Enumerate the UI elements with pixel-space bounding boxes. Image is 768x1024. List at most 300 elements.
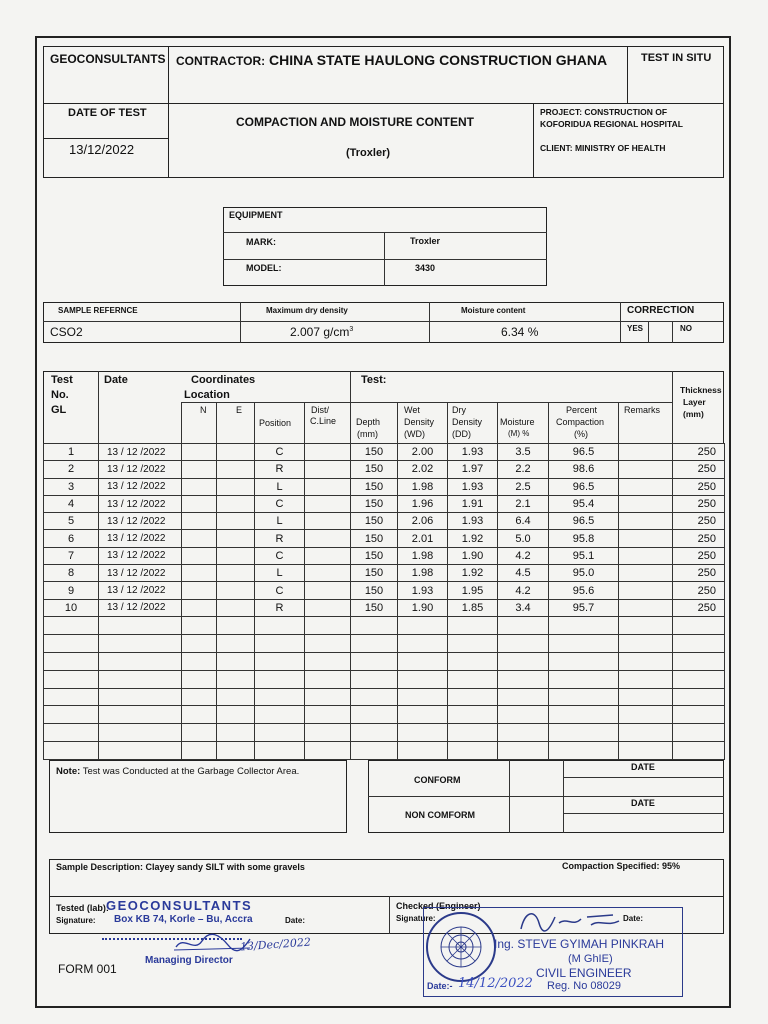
cell-empty (44, 652, 99, 670)
compaction-specified: Compaction Specified: 95% (562, 861, 681, 871)
cell-wd: 1.96 (398, 495, 448, 512)
cell-empty (498, 706, 549, 724)
cell-dd: 1.93 (448, 513, 498, 530)
cell-empty (398, 724, 448, 742)
cell-no: 6 (44, 530, 99, 547)
table-row (44, 616, 725, 634)
cell-empty (44, 634, 99, 652)
cell-empty (619, 565, 673, 582)
cell-thk: 250 (673, 582, 725, 599)
cell-pc: 95.4 (549, 495, 619, 512)
date-of-test-value: 13/12/2022 (69, 142, 135, 157)
cell-empty (182, 565, 217, 582)
cell-empty (673, 670, 725, 688)
cell-empty (619, 461, 673, 478)
cell-pc: 95.0 (549, 565, 619, 582)
cell-depth: 150 (351, 530, 398, 547)
cell-empty (448, 652, 498, 670)
cell-empty (217, 670, 255, 688)
sample-ref-value: CSO2 (50, 325, 83, 339)
cell-empty (619, 444, 673, 461)
table-row (44, 634, 725, 652)
col-date: Date (104, 374, 128, 386)
cell-wd: 2.02 (398, 461, 448, 478)
col-thickness-2: Layer (683, 397, 706, 407)
mdd-unit-sup: 3 (349, 326, 354, 333)
cell-thk: 250 (673, 565, 725, 582)
cell-pc: 96.5 (549, 444, 619, 461)
col-cline: C.Line (310, 416, 337, 426)
cell-empty (619, 599, 673, 616)
cell-empty (448, 616, 498, 634)
cell-pos: L (255, 478, 305, 495)
cell-empty (305, 461, 351, 478)
col-e: E (236, 405, 243, 415)
cell-empty (549, 652, 619, 670)
cell-wd: 1.98 (398, 547, 448, 564)
cell-empty (398, 688, 448, 706)
col-dd-1: Dry (452, 405, 466, 415)
cell-empty (351, 742, 398, 760)
engineer-date: 14/12/2022 (458, 976, 533, 991)
cell-empty (255, 724, 305, 742)
cell-empty (255, 652, 305, 670)
tested-date-label: Date: (285, 916, 306, 925)
cell-empty (182, 547, 217, 564)
cell-empty (351, 724, 398, 742)
cell-date: 13 / 12 /2022 (99, 513, 182, 530)
cell-dd: 1.93 (448, 478, 498, 495)
col-moisture-1: Moisture (500, 417, 535, 427)
table-row (44, 706, 725, 724)
cell-wd: 1.90 (398, 599, 448, 616)
cell-empty (182, 530, 217, 547)
cell-dd: 1.92 (448, 565, 498, 582)
table-row (44, 688, 725, 706)
cell-empty (305, 582, 351, 599)
engineer-title: CIVIL ENGINEER (536, 966, 632, 980)
sample-block (43, 302, 724, 343)
cell-empty (398, 670, 448, 688)
cell-empty (217, 652, 255, 670)
cell-m: 3.5 (498, 444, 549, 461)
contractor-name: CHINA STATE HAULONG CONSTRUCTION GHANA (269, 52, 608, 68)
cell-empty (99, 670, 182, 688)
equipment-label: EQUIPMENT (229, 210, 283, 220)
cell-empty (351, 616, 398, 634)
cell-pc: 95.8 (549, 530, 619, 547)
cell-empty (498, 724, 549, 742)
cell-empty (673, 634, 725, 652)
col-coordinates: Coordinates (191, 374, 256, 386)
cell-empty (305, 724, 351, 742)
cell-empty (182, 652, 217, 670)
table-row (44, 513, 725, 530)
cell-pos: R (255, 530, 305, 547)
cell-empty (398, 652, 448, 670)
col-thickness-3: (mm) (683, 409, 704, 419)
cell-empty (351, 706, 398, 724)
cell-pos: C (255, 444, 305, 461)
cell-empty (498, 652, 549, 670)
cell-empty (217, 688, 255, 706)
cell-empty (619, 478, 673, 495)
cell-pc: 96.5 (549, 478, 619, 495)
col-depth: Depth (356, 417, 381, 427)
cell-empty (549, 616, 619, 634)
cell-pc: 95.6 (549, 582, 619, 599)
cell-empty (217, 461, 255, 478)
cell-date: 13 / 12 /2022 (99, 582, 182, 599)
cell-empty (619, 634, 673, 652)
project-label: PROJECT: (540, 107, 583, 117)
cell-empty (182, 634, 217, 652)
cell-empty (99, 634, 182, 652)
cell-date: 13 / 12 /2022 (99, 547, 182, 564)
cell-dd: 1.93 (448, 444, 498, 461)
cell-empty (99, 742, 182, 760)
cell-empty (448, 688, 498, 706)
cell-empty (182, 495, 217, 512)
cell-date: 13 / 12 /2022 (99, 478, 182, 495)
cell-empty (44, 688, 99, 706)
col-gl: GL (51, 404, 67, 416)
cell-dd: 1.91 (448, 495, 498, 512)
cell-empty (182, 742, 217, 760)
cell-empty (305, 634, 351, 652)
col-location: Location (184, 389, 230, 401)
cell-empty (498, 742, 549, 760)
col-remarks: Remarks (624, 405, 661, 415)
cell-empty (673, 742, 725, 760)
mark-value: Troxler (410, 236, 441, 246)
cell-empty (398, 742, 448, 760)
cell-empty (305, 444, 351, 461)
engineer-membership: (M GhIE) (568, 953, 613, 965)
cell-depth: 150 (351, 478, 398, 495)
cell-empty (305, 688, 351, 706)
results-table (43, 443, 725, 760)
col-pc-1: Percent (566, 405, 598, 415)
mdd-value: 2.007 g/cm (290, 325, 350, 339)
cell-date: 13 / 12 /2022 (99, 530, 182, 547)
cell-empty (305, 652, 351, 670)
contractor-label: CONTRACTOR: (176, 54, 266, 68)
cell-m: 2.5 (498, 478, 549, 495)
cell-empty (448, 706, 498, 724)
col-test-header: Test: (361, 374, 387, 386)
cell-m: 4.2 (498, 547, 549, 564)
cell-m: 4.2 (498, 582, 549, 599)
col-test: Test (51, 374, 73, 386)
engineer-date-label: Date:- (427, 981, 453, 991)
form-number: FORM 001 (58, 962, 117, 976)
cell-empty (217, 444, 255, 461)
cell-empty (182, 444, 217, 461)
table-row (44, 530, 725, 547)
cell-empty (255, 670, 305, 688)
cell-date: 13 / 12 /2022 (99, 599, 182, 616)
cell-empty (182, 688, 217, 706)
col-pc-3: (%) (574, 429, 588, 439)
conform-date-label: DATE (631, 762, 655, 772)
cell-empty (498, 670, 549, 688)
cell-empty (351, 652, 398, 670)
cell-empty (217, 742, 255, 760)
cell-empty (673, 706, 725, 724)
col-position: Position (259, 418, 292, 428)
cell-wd: 2.06 (398, 513, 448, 530)
col-moisture-2: (M) % (508, 429, 530, 438)
col-no: No. (51, 389, 69, 401)
project-value-line2: KOFORIDUA REGIONAL HOSPITAL (540, 119, 683, 129)
cell-no: 8 (44, 565, 99, 582)
lab-stamp-address: Box KB 74, Korle – Bu, Accra (114, 914, 253, 925)
cell-no: 10 (44, 599, 99, 616)
cell-dd: 1.85 (448, 599, 498, 616)
cell-empty (217, 724, 255, 742)
cell-no: 1 (44, 444, 99, 461)
cell-empty (549, 634, 619, 652)
cell-pc: 95.1 (549, 547, 619, 564)
cell-empty (673, 688, 725, 706)
checked-date-label: Date: (623, 914, 644, 923)
date-of-test-label: DATE OF TEST (68, 107, 147, 119)
checked-label: Checked (Engineer) (396, 901, 481, 911)
cell-empty (217, 478, 255, 495)
cell-empty (549, 670, 619, 688)
tested-label: Tested (lab): (56, 903, 109, 913)
cell-empty (549, 742, 619, 760)
form-subtitle: (Troxler) (346, 147, 391, 159)
cell-empty (673, 616, 725, 634)
cell-wd: 1.93 (398, 582, 448, 599)
col-dd-3: (DD) (452, 429, 471, 439)
correction-label: CORRECTION (627, 305, 695, 316)
cell-empty (255, 616, 305, 634)
cell-empty (305, 530, 351, 547)
cell-pos: L (255, 565, 305, 582)
table-row (44, 547, 725, 564)
moisture-content-value: 6.34 % (501, 325, 539, 339)
conform-label: CONFORM (414, 775, 461, 785)
cell-thk: 250 (673, 478, 725, 495)
cell-empty (619, 742, 673, 760)
non-conform-label: NON COMFORM (405, 810, 475, 820)
cell-date: 13 / 12 /2022 (99, 461, 182, 478)
cell-empty (217, 513, 255, 530)
mark-label: MARK: (246, 237, 276, 247)
signature-label: Signature: (56, 916, 96, 925)
correction-no: NO (680, 324, 692, 333)
cell-depth: 150 (351, 495, 398, 512)
cell-pos: R (255, 599, 305, 616)
note-label: Note: (56, 766, 81, 777)
col-wd-2: Density (404, 417, 435, 427)
cell-empty (619, 495, 673, 512)
cell-empty (351, 670, 398, 688)
cell-pos: R (255, 461, 305, 478)
cell-empty (498, 616, 549, 634)
cell-m: 2.2 (498, 461, 549, 478)
cell-empty (217, 565, 255, 582)
cell-dd: 1.95 (448, 582, 498, 599)
cell-wd: 1.98 (398, 478, 448, 495)
cell-empty (217, 616, 255, 634)
cell-empty (182, 478, 217, 495)
cell-no: 5 (44, 513, 99, 530)
table-row (44, 461, 725, 478)
cell-empty (182, 582, 217, 599)
cell-empty (217, 582, 255, 599)
seal-web-icon (428, 914, 494, 980)
checked-signature-label: Signature: (396, 914, 436, 923)
col-depth-unit: (mm) (357, 429, 378, 439)
cell-empty (182, 461, 217, 478)
cell-empty (217, 634, 255, 652)
project-value: CONSTRUCTION OF (584, 107, 668, 117)
cell-empty (305, 565, 351, 582)
note-text: Test was Conducted at the Garbage Collector Area. (82, 766, 300, 777)
cell-empty (619, 724, 673, 742)
cell-empty (217, 495, 255, 512)
engineer-signature (515, 905, 625, 935)
cell-empty (619, 616, 673, 634)
cell-no: 9 (44, 582, 99, 599)
model-label: MODEL: (246, 263, 282, 273)
cell-m: 3.4 (498, 599, 549, 616)
cell-empty (398, 634, 448, 652)
cell-empty (44, 670, 99, 688)
cell-empty (351, 688, 398, 706)
cell-empty (99, 652, 182, 670)
non-conform-date-label: DATE (631, 798, 655, 808)
col-dd-2: Density (452, 417, 483, 427)
cell-empty (305, 742, 351, 760)
table-row (44, 670, 725, 688)
cell-empty (398, 616, 448, 634)
cell-depth: 150 (351, 565, 398, 582)
cell-thk: 250 (673, 495, 725, 512)
form-title: COMPACTION AND MOISTURE CONTENT (236, 115, 474, 129)
cell-no: 3 (44, 478, 99, 495)
cell-empty (305, 599, 351, 616)
cell-empty (448, 724, 498, 742)
cell-empty (182, 616, 217, 634)
cell-m: 5.0 (498, 530, 549, 547)
col-pc-2: Compaction (556, 417, 605, 427)
engineer-reg: Reg. No 08029 (547, 980, 621, 992)
cell-empty (549, 724, 619, 742)
sample-ref-label: SAMPLE REFERNCE (58, 306, 138, 315)
cell-pc: 98.6 (549, 461, 619, 478)
cell-empty (305, 616, 351, 634)
cell-empty (305, 478, 351, 495)
cell-thk: 250 (673, 444, 725, 461)
engineer-name: Ing. STEVE GYIMAH PINKRAH (494, 937, 665, 951)
cell-depth: 150 (351, 444, 398, 461)
cell-empty (99, 724, 182, 742)
cell-empty (99, 688, 182, 706)
cell-thk: 250 (673, 513, 725, 530)
cell-date: 13 / 12 /2022 (99, 565, 182, 582)
cell-empty (44, 742, 99, 760)
cell-empty (217, 706, 255, 724)
cell-depth: 150 (351, 513, 398, 530)
cell-empty (255, 688, 305, 706)
cell-empty (619, 582, 673, 599)
cell-empty (44, 724, 99, 742)
cell-pos: C (255, 582, 305, 599)
cell-pos: L (255, 513, 305, 530)
cell-empty (182, 706, 217, 724)
table-row (44, 495, 725, 512)
lab-stamp-company: GEOCONSULTANTS (106, 898, 253, 913)
engineer-seal (426, 912, 496, 982)
cell-empty (498, 688, 549, 706)
cell-empty (255, 742, 305, 760)
col-dist: Dist/ (311, 405, 329, 415)
cell-depth: 150 (351, 547, 398, 564)
cell-date: 13 / 12 /2022 (99, 495, 182, 512)
lab-stamp-role: Managing Director (145, 955, 233, 966)
cell-m: 2.1 (498, 495, 549, 512)
cell-empty (549, 706, 619, 724)
cell-dd: 1.92 (448, 530, 498, 547)
cell-empty (448, 742, 498, 760)
cell-no: 2 (44, 461, 99, 478)
cell-dd: 1.97 (448, 461, 498, 478)
mdd-label: Maximum dry density (266, 306, 348, 315)
table-row (44, 599, 725, 616)
cell-empty (217, 547, 255, 564)
cell-empty (619, 688, 673, 706)
col-thickness-1: Thickness (680, 385, 722, 395)
cell-empty (44, 706, 99, 724)
cell-empty (44, 616, 99, 634)
cell-date: 13 / 12 /2022 (99, 444, 182, 461)
cell-thk: 250 (673, 547, 725, 564)
cell-pos: C (255, 547, 305, 564)
lab-handwritten-date: 13/Dec/2022 (239, 935, 312, 954)
cell-empty (217, 599, 255, 616)
cell-empty (255, 706, 305, 724)
cell-empty (182, 599, 217, 616)
cell-no: 7 (44, 547, 99, 564)
company-name: GEOCONSULTANTS (50, 52, 166, 66)
test-in-situ: TEST IN SITU (641, 52, 712, 64)
cell-empty (619, 670, 673, 688)
cell-m: 4.5 (498, 565, 549, 582)
cell-empty (448, 670, 498, 688)
cell-dd: 1.90 (448, 547, 498, 564)
cell-empty (305, 495, 351, 512)
cell-empty (217, 530, 255, 547)
correction-yes: YES (627, 324, 644, 333)
cell-empty (305, 706, 351, 724)
cell-empty (99, 616, 182, 634)
cell-empty (619, 706, 673, 724)
client-value: MINISTRY OF HEALTH (574, 143, 666, 153)
cell-wd: 2.01 (398, 530, 448, 547)
col-wd-3: (WD) (404, 429, 425, 439)
table-row (44, 652, 725, 670)
col-wd-1: Wet (404, 405, 420, 415)
cell-empty (305, 513, 351, 530)
table-row (44, 444, 725, 461)
cell-empty (673, 724, 725, 742)
sample-description: Sample Description: Clayey sandy SILT with some gravels (56, 862, 305, 872)
